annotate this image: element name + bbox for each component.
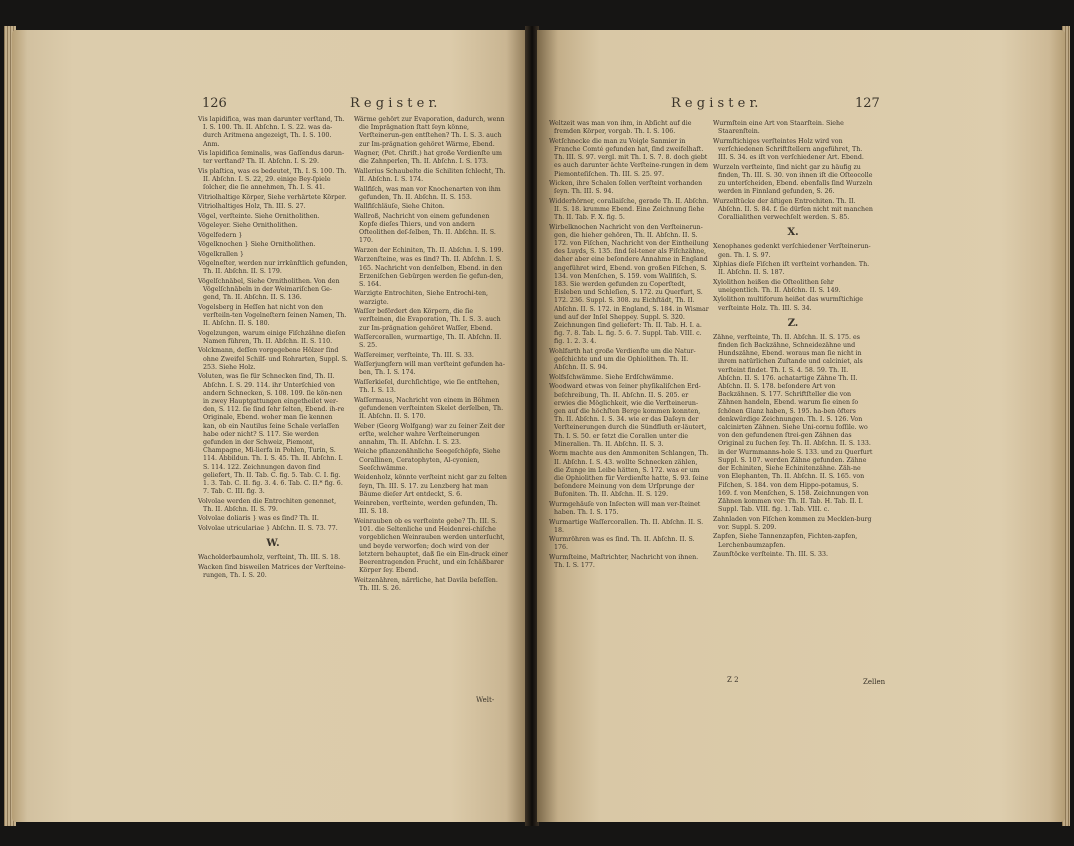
index-entry: Zahnladen von Fiſchen kommen zu Mecklen-burg vor. Suppl. S. 209.	[713, 515, 872, 531]
index-entry: Wurmartige Waſſercorallen. Th. II. Abſchn. II. S. 18.	[549, 518, 704, 534]
index-entry: Warzenſteine, was es ſind? Th. II. Abſchn. I. S. 165. Nachricht von denſelben, Ebend. in den Erzeniſchen Gebürgen werden ſie gefun-den, S. 164.	[354, 256, 504, 288]
index-entry: Volvolae doliaris } was es ſind? Th. II.	[198, 515, 319, 523]
catchword: Welt-	[476, 696, 495, 704]
left-column-2	[354, 116, 508, 594]
section-heading: W.	[266, 538, 280, 550]
index-entry: Zapfen, Siehe Tannenzapfen, Fichten-zapfen, Lerchenbaumzapfen.	[713, 533, 858, 549]
index-entry: Wurmgehäuſe von Inſecten will man ver-ſteinet haben. Th. I. S. 175.	[549, 500, 701, 517]
index-entry: Vitriolhaltiges Holz, Th. III. S. 27.	[198, 203, 306, 211]
section-heading: Z.	[787, 317, 799, 329]
index-entry: Vögelknochen } Siehe Ornitholithen.	[198, 241, 316, 249]
index-entry: Xylolithon heißen die Oſteolithen ſehr uneigentlich. Th. II. Abſchn. II. S. 149.	[713, 278, 841, 294]
right-column-2	[713, 120, 873, 561]
index-entry: Waſſermaus, Nachricht von einem in Böhmen gefundenen verſteinten Skelet derſelben, Th. II. Abſchn. II. S. 170.	[354, 396, 504, 421]
index-entry: Wicken, ihre Schalen ſollen verſteint vorhanden ſeyn. Th. III. S. 94.	[549, 180, 703, 196]
index-entry: Wetſchnecke die man zu Voigle Sanmier in Franche Comté gefunden hat, ſind zweifelhaft. Th. III. S. 97. vergl. mit Th. I. S. 7. 8. doch giebt es auch darunter ächte Verſteine-rungen in dem Piemonteſiſchen. Th. III. S. 25. 97.	[549, 137, 709, 178]
index-entry: Xiphias dieſe Fiſchen iſt verſteint vorhanden. Th. II. Abſchn. II. S. 187.	[713, 261, 870, 277]
index-entry: Warzen der Echiniten, Th. II. Abſchn. I. S. 199.	[354, 246, 504, 254]
index-entry: Vis lapidifica, was man darunter verſtand, Th. I. S. 100. Th. II. Abſchn. I. S. 22. was da-durch Aritmena angezeigt, Th. I. S. 100. Anm.	[198, 116, 345, 148]
index-entry: Vogelzungen, warum einige Fiſchzähne dieſen Namen führen, Th. II. Abſchn. II. S. 110.	[198, 329, 346, 345]
index-entry: Weidenholz, könnte verſteint nicht gar zu ſelten ſeyn, Th. III. S. 17. zu Lenzberg hat man Bäume dieſer Art entdeckt, S. 6.	[354, 474, 507, 498]
index-entry: Weinrauben ob es verſteinte gebe? Th. III. S. 101. die Seltenliche und Heidenrei-chiſche vorgeblichen Weinrauben werden unterſucht, und beyde verworfen; doch wird von der letztern behauptet, daß ſie ein Ein-druck einer Beerentragenden Frucht, und ein ſchäßbarer Körper ſey. Ebend.	[354, 517, 508, 575]
right-column-1	[549, 120, 709, 572]
index-entry: Waſſer befördert den Körpern, die ſie verſteinen, die Evaporation, Th. I. S. 3. auch zur Im-prägnation gehöret Waſſer, Ebend.	[354, 308, 501, 332]
index-entry: Wurzeln verſteinte, ſind nicht gar zu häufig zu finden, Th. III. S. 30. von ihnen iſt die Oſteocolle zu unterſcheiden, Ebend. ebenfalls ſind Wurzeln werden in Finnland gefunden, S. 26.	[713, 163, 873, 196]
index-entry: Weinreben, verſteinte, werden gefunden, Th. III. S. 18.	[354, 500, 498, 516]
index-entry: Volckmann, deſſen vorgegebene Hölzer ſind ohne Zweifel Schilf- und Rohrarten, Suppl. S. 253. Siehe Holz.	[198, 347, 348, 371]
index-entry: Zähne, verſteinte, Th. II. Abſchn. II. S. 175. es finden ſich Backzähne, Schneidezähne und Hundszähne, Ebend. woraus man ſie nicht in ihrem natürlichen Zuſtande und calciniet, als verſteint findet. Th. I. S. 4. 58. 59. Th. II. Abſchn. II. S. 176. achatartige Zähne Th. II. Abſchn. II. S. 178. beſondere Art von Backzähnen. S. 177. Schriftſteller die von Zähnen handeln, Ebend. warum ſie einen ſo ſchönen Glanz haben, S. 195. ha-ben öfters denkwürdige Zeichnungen. Th. I. S. 126. Von calcinirten Zähnen. Siehe Uni-cornu foſſile. wo von den gefundenen ſtrei-gen Zähnen das Original zu ſuchen ſey. Th. II. Abſchn. II. S. 133. in der Wurmmanns-hole S. 133. und zu Querfurt Suppl. S. 107. werden Zähne gefunden. Zähne der Echiniten, Siehe Echinitenzähne. Zäh-ne von Elephanten, Th. II. Abſchn. II. S. 165. von Fiſchen, S. 184. von dem Hippo-potamus, S. 169. f. von Menſchen, S. 158. Zeichnungen von Zähnen kommen vor: Th. II. Tab. H. Tab. II. I. Suppl. Tab. VIII. fig. 1. Tab. VIII. c.	[713, 333, 873, 514]
index-entry: Wärme gehört zur Evaporation, dadurch, wenn die Imprägnation ſtatt ſeyn könne, Verſteinerun-gen entſtehen? Th. I. S. 3. auch zur Im-prägnation gehöret Wärme, Ebend.	[354, 116, 505, 148]
index-entry: Wurmſteine, Maſtrichter, Nachricht von ihnen. Th. I. S. 177.	[549, 553, 699, 570]
running-head: R e g i s t e r.	[350, 96, 438, 111]
index-entry: Warzigte Entrochiten, Siehe Entrochi-ten, warzigte.	[354, 290, 489, 306]
running-head: R e g i s t e r.	[671, 96, 759, 111]
index-entry: Volvolae utriculariae } Abſchn. II. S. 73. 77.	[198, 524, 338, 532]
index-entry: Vögelneſter, werden nur irrkünſtlich gefunden, Th. II. Abſchn. II. S. 179.	[198, 260, 348, 276]
index-entry: Waſſerkieſel, durchſichtige, wie ſie entſtehen, Th. I. S. 13.	[354, 378, 500, 395]
index-entry: Weltzeit was man von ihm, in Abſicht auf die fremden Körper, vorgab. Th. I. S. 106.	[549, 120, 692, 136]
index-entry: Vis lapidifica ſeminalis, was Gaſſendus darun-ter verſtand? Th. II. Abſchn. I. S. 29.	[198, 150, 345, 166]
index-entry: Wallfiſch, was man vor Knochenarten von ihm gefunden, Th. II. Abſchn. II. S. 153.	[354, 185, 501, 201]
index-entry: Weiche pflanzenähnliche Seegeſchöpfe, Siehe Corallinen, Ceratophyten, Al-cyonien, Seeſchwämme.	[354, 448, 501, 472]
index-entry: Wallfiſchläuſe, Siehe Chiton.	[354, 203, 445, 211]
index-entry: Vögelſchnäbel, Siehe Ornitholithen. Von den Vögelſchnäbeln in der Weimariſchen Ge-gend, Th. II. Abſchn. II. S. 136.	[198, 277, 340, 302]
index-entry: Waſſercorallen, wurmartige, Th. II. Abſchn. II. S. 25.	[354, 334, 502, 350]
index-entry: Xylolithon multiforum heißet das wurmſtichige verſteinte Holz. Th. III. S. 34.	[713, 296, 863, 312]
right-page	[537, 30, 1065, 822]
index-entry: Wolfsſchwämme. Siehe Erdſchwämme.	[549, 373, 674, 381]
left-page	[12, 30, 527, 822]
index-entry: Waſſereimer, verſteinte, Th. III. S. 33.	[354, 351, 474, 359]
index-entry: Woodward etwas von ſeiner phyſikaliſchen Erd-beſchreibung, Th. II. Abſchn. II. S. 205. er erwies die Möglichkeit, wie die Verſteinerun-gen auf die höchſten Berge kommen konnten, Th. II. Abſchn. I. S. 34. wie er das Daſeyn der Verſteinerungen durch die Sündfluth er-läutert, Th. I. S. 50. er ſetzt die Corallen unter die Mineralien. Th. II. Abſchn. II. S. 3.	[549, 383, 707, 448]
index-entry: Wagner, (Pet. Chriſt.) hat große Verdienſte um die Zahnperlen, Th. II. Abſchn. I. S. 173.	[354, 150, 502, 166]
index-entry: Vögeleyer. Siehe Ornitholithen.	[198, 222, 298, 230]
index-entry: Wurmröhren was es ſind. Th. II. Abſchn. II. S. 176.	[549, 536, 695, 552]
left-column-1	[198, 116, 348, 581]
index-entry: Worm machte aus den Ammoniten Schlangen, Th. II. Abſchn. I. S. 43. wollte Schnecken zählen, die Zunge im Leibe hätten, S. 172. was er um die Ophiolithen für Verdienſte hatte, S. 93. ſeine beſondere Meinung von dem Urſprunge der Bufoniten. Th. II. Abſchn. II. S. 129.	[549, 450, 709, 499]
index-entry: Wurzelſtücke der äſtigen Entrochiten. Th. II. Abſchn. II. S. 84. f. ſie dürfen nicht mit manchen Corallialithen verwechſelt werden. S. 85.	[713, 197, 873, 222]
index-entry: Voluten, was ſie für Schnecken ſind, Th. II. Abſchn. I. S. 29. 114. ihr Unterſchied von andern Schnecken, S. 108. 109. ſie kön-nen in zwey Hauptgattungen eingetheilet wer-den, S. 112. ſie ſind ſehr ſelten, Ebend. ih-re Originale, Ebend. woher man ſie kennen kan, ob ein Nautilus ſeine Schale verlaſſen habe oder nicht? S. 117. Sie werden gefunden in der Schweiz, Piemont, Champagne, Mi-lierfa in Pohlen, Turin, S. 114. Abbildun. Th. I. S. 45. Th. II. Abſchn. I. S. 114. 122. Zeichnungen davon ſind geliefert, Th. II. Tab. C. fig. 5. Tab. C. I. fig. 1. 3. Tab. C. II. fig. 3. 4. 6. Tab. C. II.* fig. 6. 7. Tab. C. III. fig. 3.	[198, 373, 345, 496]
index-entry: Xenophanes gedenkt verſchiedener Verſteinerun-gen. Th. I. S. 97.	[713, 243, 871, 259]
index-entry: Vögel, verſteinte. Siehe Ornitholithen.	[198, 212, 320, 220]
page-number: 126	[202, 96, 227, 111]
index-entry: Zaunſtöcke verſteinte. Th. III. S. 33.	[713, 551, 829, 559]
index-entry: Wallroß, Nachricht von einem gefundenen Kopfe dieſes Thiers, und von andern Ofteolithen deſ-ſelben, Th. II. Abſchn. II. S. 170.	[354, 212, 496, 245]
page-number: 127	[855, 96, 880, 111]
index-entry: Weitzenähren, närrliche, hat Davila beſeſſen. Th. III. S. 26.	[354, 576, 498, 592]
index-entry: Wacholderbaumholz, verſteint, Th. III. S. 18.	[198, 554, 341, 562]
index-entry: Vitriolhaltige Körper, Siehe verhärtete Körper.	[198, 193, 347, 201]
index-entry: Weber (Georg Wolfgang) war zu ſeiner Zeit der erſte, welcher wahre Verſteinerungen annahm, Th. II. Abſchn. I. S. 23.	[354, 422, 505, 446]
index-entry: Wurmſtichiges verſteintes Holz wird von verſchiedenen Schriftſtellern angeführet, Th. III. S. 34. es iſt von verſchiedener Art. Ebend.	[713, 137, 864, 162]
index-entry: Wohlfarth hat große Verdienſte um die Natur-geſchichte und um die Ophiolithen. Th. II. Abſchn. II. S. 94.	[549, 347, 696, 372]
index-entry: Wallerius Schaubelte die Schiliten ſchlecht, Th. II. Abſchn. I. S. 174.	[354, 167, 506, 184]
index-entry: Wacken ſind bisweilen Matrices der Verſteine-rungen, Th. I. S. 20.	[198, 563, 346, 579]
index-entry: Vis plaſtica, was es bedeutet, Th. I. S. 100. Th. II. Abſchn. I. S. 22, 29. einige Bey-ſpiele ſolcher, die ſie annehmen, Th. I. S. 41.	[198, 167, 347, 192]
section-heading: X.	[787, 227, 799, 239]
catchword: Zellen	[863, 678, 886, 686]
index-entry: Wirbelknochen Nachricht von den Verſteinerun-gen, die hieher gehören, Th. II. Abſchn. II. S. 172. von Fiſchen, Nachricht von der Eintheilung des Luyds, S. 135. ſind ſel-tener als Fiſchzähne, daher aber eine beſondere Annahme in England angeführet wird, Ebend. von großen Fiſchen, S. 134. von Menſchen, S. 159. vom Wallfiſch, S. 183. Sie werden gefunden zu Coperſtedt, Eisleben und Schleſien, S. 172. zu Querfurt, S. 172. 236. Suppl. S. 308. zu Eichſtädt, Th. II. Abſchn. II. S. 172. in England, S. 184. in Wismar und auf der Inſel Sheppey. Suppl. S. 320. Zeichnungen ſind geliefert: Th. II. Tab. H. I. a. fig. 7. 8. Tab. L. fig. 5. 6. 7. Suppl. Tab. VIII. c. fig. 1. 2. 3. 4.	[549, 223, 709, 346]
index-entry: Vögelkrallen }	[198, 250, 244, 258]
index-entry: Volvolae werden die Entrochiten genennet, Th. II. Abſchn. II. S. 79.	[198, 497, 337, 513]
index-entry: Waſſerjungfern will man verſteint gefunden ha-ben, Th. I. S. 174.	[354, 361, 505, 377]
index-entry: Vögelfedern }	[198, 231, 243, 239]
index-entry: Vogelsberg in Heſſen hat nicht von den verſteiln-ten Vogelneſtern ſeinen Namen, Th. II. Abſchn. II. S. 180.	[198, 303, 347, 328]
index-entry: Widderhörner, corallaiſche, gerade Th. II. Abſchn. II. S. 18. krumme Ebend. Eine Zeichnung ſiehe Th. II. Tab. F. X. fig. 5.	[549, 197, 709, 222]
signature-mark: Z 2	[727, 676, 739, 684]
index-entry: Wurmſtein eine Art von Staarſtein. Siehe Staarenſtein.	[713, 120, 844, 136]
